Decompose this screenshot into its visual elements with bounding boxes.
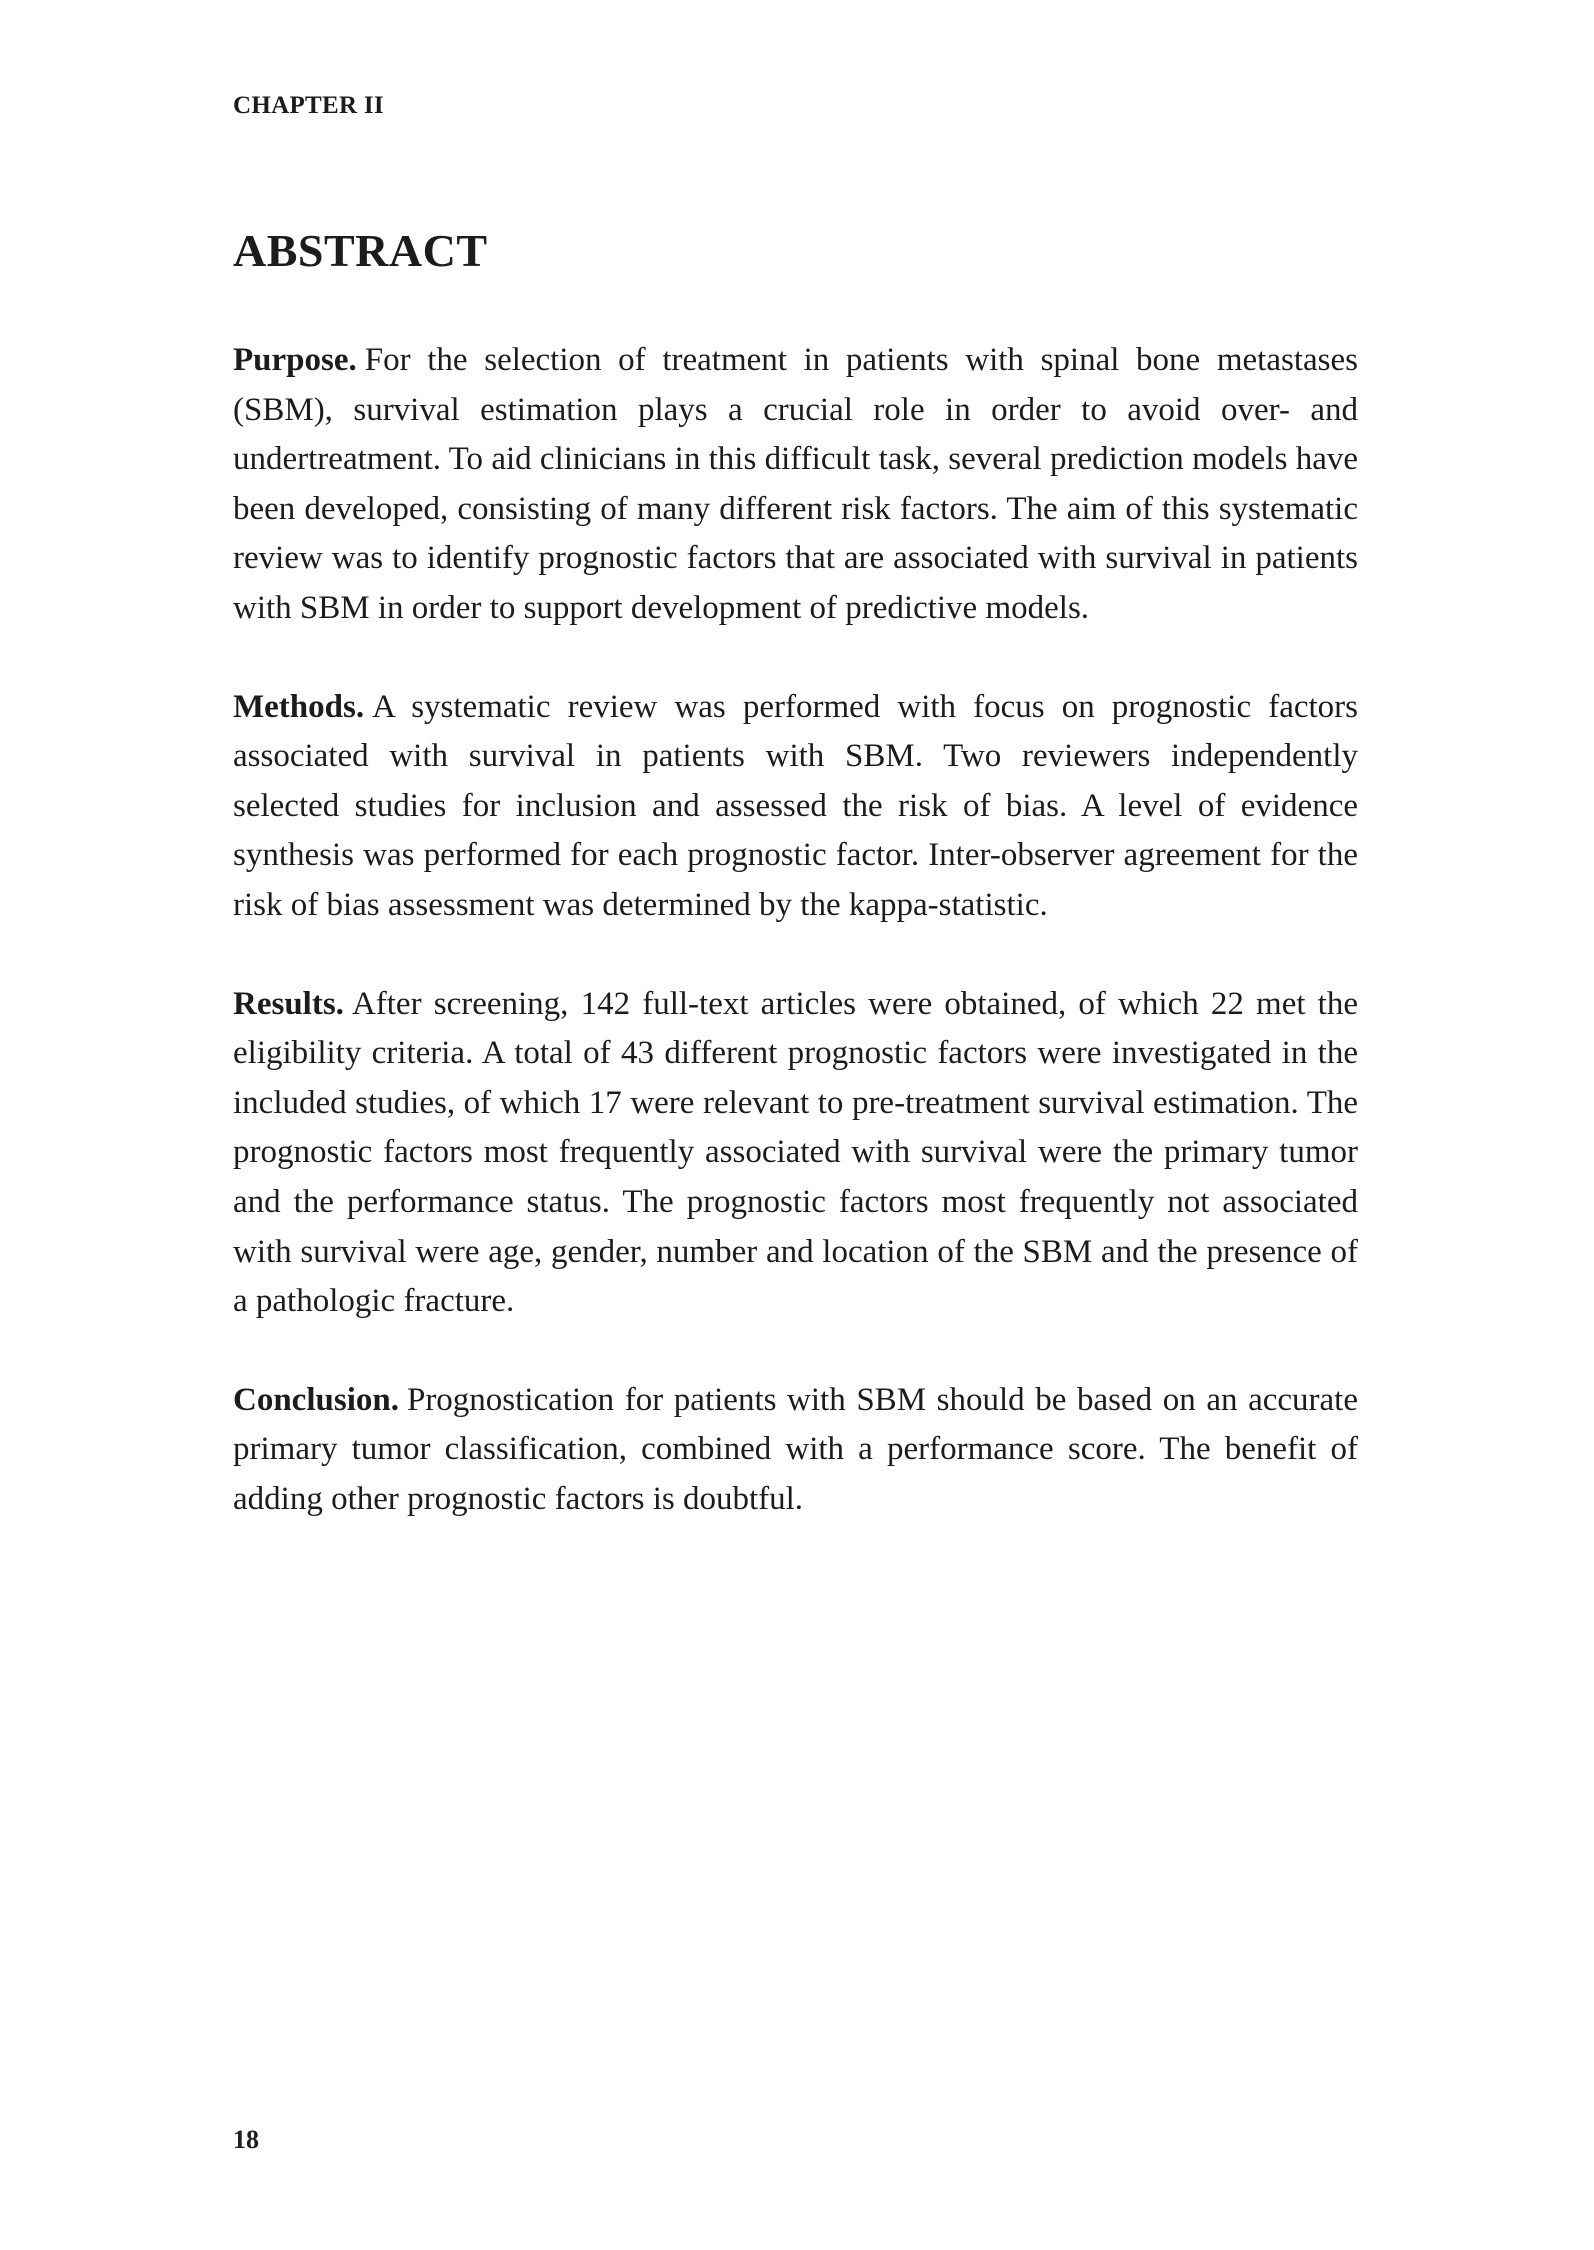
results-text: After screening, 142 full-text articles were obtained, of which 22 met the eligibility criteria. A total of 43 different prognostic factors were investigated in the included studies, of which 17 were relevant to pre-treatment survival estimation. The prognostic factors most frequently associated with survival were the primary tumor and the performance status. The prognostic factors most frequently not associated with survival were age, gender, number and location of the SBM and the presence of a pathologic fracture. [233,985,1358,1320]
page-number: 18 [233,2125,259,2154]
methods-text: A systematic review was performed with focus on prognostic factors associated with survival in patients with SBM. Two reviewers independently selected studies for inclusion and assessed the risk of bias. A level of evidence synthesis was performed for each prognostic factor. Inter-observer agreement for the risk of bias assessment was determined by the kappa-statistic. [233,688,1358,923]
results-heading: Results. [233,985,344,1022]
abstract-body [233,336,1358,1573]
purpose-heading: Purpose. [233,342,357,378]
results-paragraph [233,980,1358,1327]
methods-paragraph [233,683,1358,931]
purpose-text: For the selection of treatment in patients with spinal bone metastases (SBM), survival estimation plays a crucial role in order to avoid over- and undertreatment. To aid clinicians in this difficult task, several prediction models have been developed, consisting of many different risk factors. The aim of this systematic review was to identify prognostic factors that are associated with survival in patients with SBM in order to support development of predictive models. [233,342,1358,626]
methods-heading: Methods. [233,688,365,725]
conclusion-heading: Conclusion. [233,1381,399,1418]
purpose-paragraph [233,336,1358,634]
conclusion-text: Prognostication for patients with SBM should be based on an accurate primary tumor classification, combined with a performance score. The benefit of adding other prognostic factors is doubtful. [233,1381,1358,1517]
running-head: CHAPTER II [233,92,384,119]
conclusion-paragraph [233,1376,1358,1525]
page-title: ABSTRACT [233,225,488,276]
